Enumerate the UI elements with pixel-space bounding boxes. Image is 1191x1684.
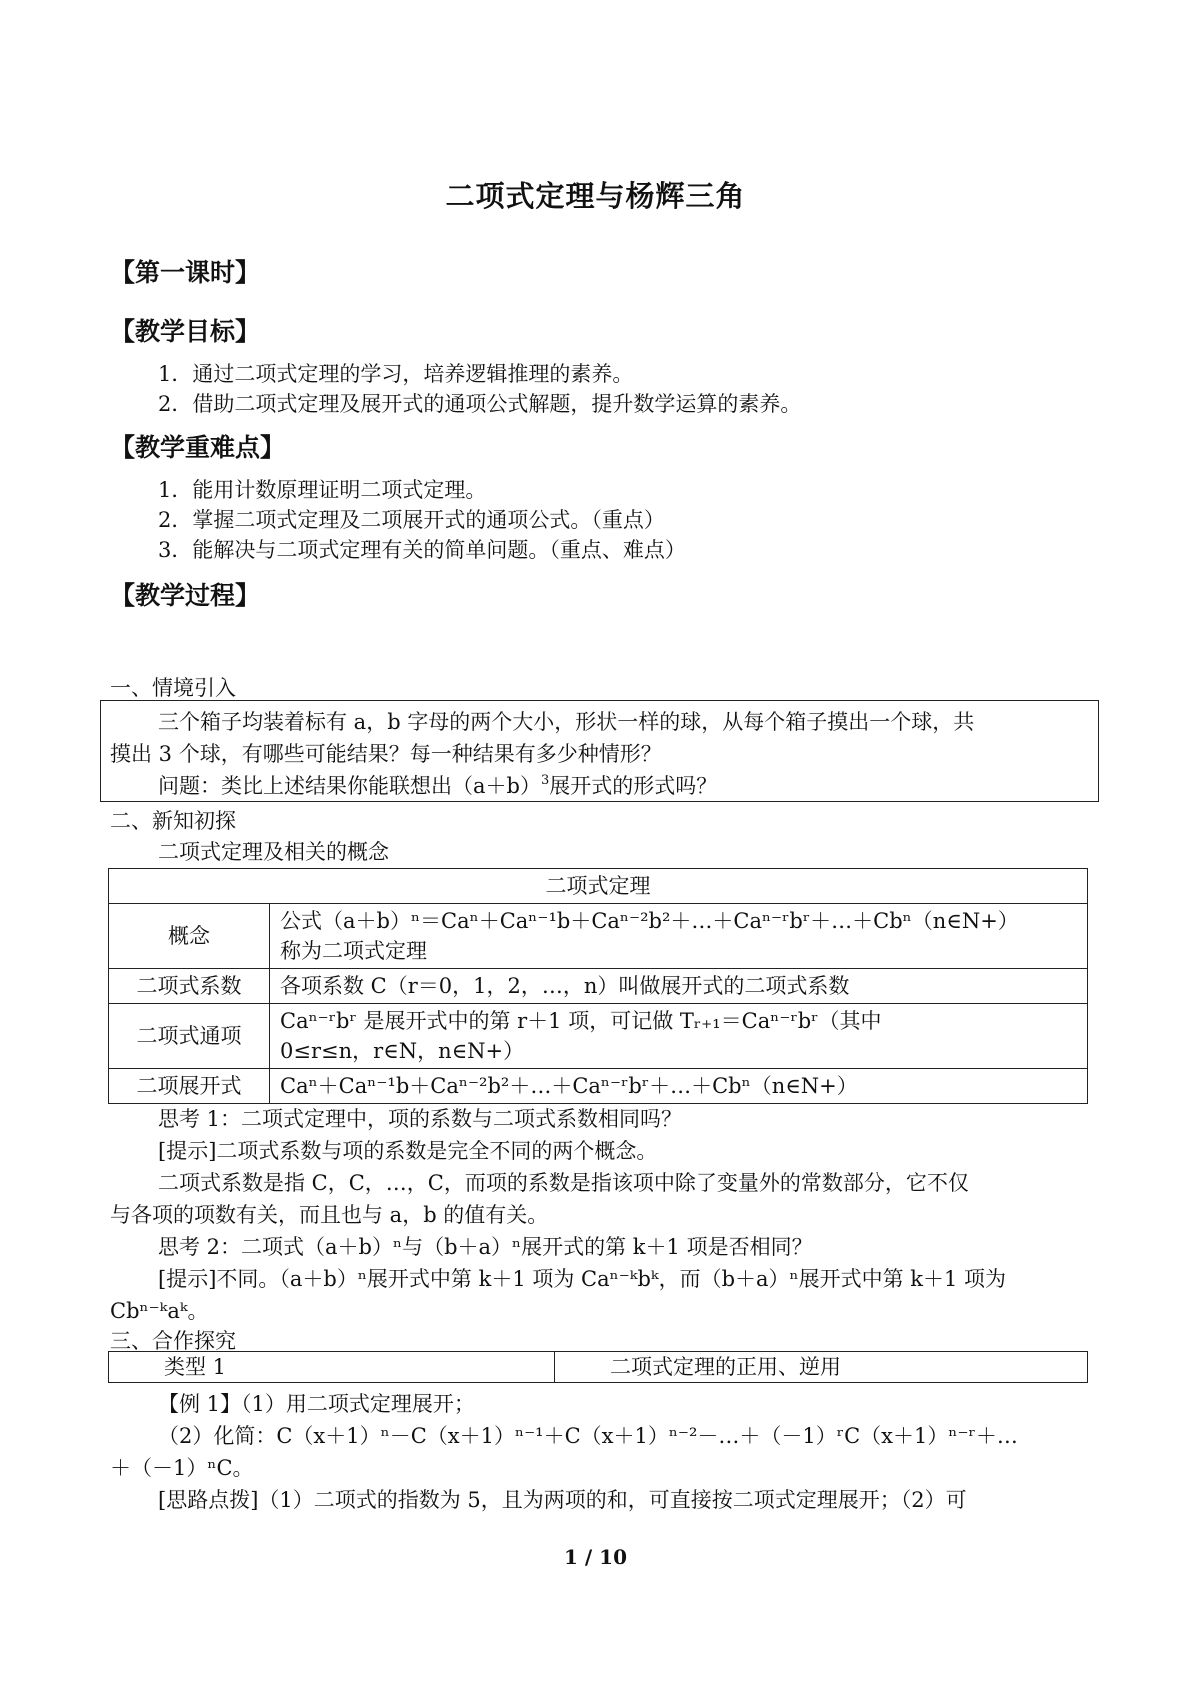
table-caption: 二项式定理及相关的概念 xyxy=(158,840,389,864)
keys-heading: 【教学重难点】 xyxy=(110,433,286,462)
row-content: Caⁿ＋Caⁿ⁻¹b＋Caⁿ⁻²b²＋…＋Caⁿ⁻ʳbʳ＋…＋Cbⁿ（n∈N+） xyxy=(270,1069,1088,1104)
example-line: ＋（－1）ⁿC。 xyxy=(110,1456,254,1480)
row-label: 二项式系数 xyxy=(109,969,270,1004)
section-heading-new: 二、新知初探 xyxy=(110,809,236,833)
row-content: 各项系数 C（r＝0，1，2，…，n）叫做展开式的二项式系数 xyxy=(270,969,1088,1004)
page-number: 1 / 10 xyxy=(564,1545,627,1569)
hint-text: Cbⁿ⁻ᵏaᵏ。 xyxy=(110,1299,209,1323)
goals-heading: 【教学目标】 xyxy=(110,317,261,346)
row-label: 概念 xyxy=(109,904,270,969)
theorem-table xyxy=(108,868,1088,1104)
lesson-heading: 【第一课时】 xyxy=(110,258,261,287)
hint-text: [思路点拨]（1）二项式的指数为 5，且为两项的和，可直接按二项式定理展开；（2）可 xyxy=(158,1488,967,1512)
page-title: 二项式定理与杨辉三角 xyxy=(445,179,746,213)
key-item: 2．掌握二项式定理及二项展开式的通项公式。（重点） xyxy=(158,508,665,532)
type-table xyxy=(108,1351,1088,1383)
example-line: 【例 1】（1）用二项式定理展开； xyxy=(158,1392,475,1416)
table-row xyxy=(109,904,1088,969)
row-content: Caⁿ⁻ʳbʳ 是展开式中的第 r＋1 项，可记做 Tᵣ₊₁＝Caⁿ⁻ʳbʳ（其中 0≤r≤n，r∈N，n∈N+） xyxy=(270,1004,1088,1069)
row-content: 公式（a＋b）ⁿ＝Caⁿ＋Caⁿ⁻¹b＋Caⁿ⁻²b²＋…＋Caⁿ⁻ʳbʳ＋…＋Cbⁿ（n∈N+） 称为二项式定理 xyxy=(270,904,1088,969)
scenario-question xyxy=(158,770,717,800)
explanation-line: 与各项的项数有关，而且也与 a，b 的值有关。 xyxy=(110,1203,549,1227)
section-heading-explore: 三、合作探究 xyxy=(110,1329,236,1353)
type-title: 二项式定理的正用、逆用 xyxy=(555,1352,1088,1383)
process-heading: 【教学过程】 xyxy=(110,581,261,610)
type-label: 类型 1 xyxy=(109,1352,555,1383)
exponent: 3 xyxy=(540,773,550,788)
table-row xyxy=(109,1069,1088,1104)
scenario-line: 三个箱子均装着标有 a，b 字母的两个大小，形状一样的球，从每个箱子摸出一个球，共 xyxy=(158,710,975,734)
goal-item: 1．通过二项式定理的学习，培养逻辑推理的素养。 xyxy=(158,362,634,386)
goal-item: 2．借助二项式定理及展开式的通项公式解题，提升数学运算的素养。 xyxy=(158,392,802,416)
row-label: 二项展开式 xyxy=(109,1069,270,1104)
key-item: 1．能用计数原理证明二项式定理。 xyxy=(158,478,487,502)
example-line: （2）化简：C（x＋1）ⁿ－C（x＋1）ⁿ⁻¹＋C（x＋1）ⁿ⁻²－…＋（－1）ʳC（x＋1）ⁿ⁻ʳ＋… xyxy=(158,1424,1018,1448)
section-heading-intro: 一、情境引入 xyxy=(110,676,236,700)
hint-text: [提示]二项式系数与项的系数是完全不同的两个概念。 xyxy=(158,1139,658,1163)
think-question: 思考 1：二项式定理中，项的系数与二项式系数相同吗？ xyxy=(158,1107,683,1131)
key-item: 3．能解决与二项式定理有关的简单问题。（重点、难点） xyxy=(158,538,686,562)
question-text: 问题：类比上述结果你能联想出（a＋b） xyxy=(158,774,541,798)
table-title: 二项式定理 xyxy=(109,869,1088,904)
think-question: 思考 2：二项式（a＋b）ⁿ与（b＋a）ⁿ展开式的第 k＋1 项是否相同？ xyxy=(158,1235,813,1259)
table-row xyxy=(109,1004,1088,1069)
explanation-line: 二项式系数是指 C，C，…，C，而项的系数是指该项中除了变量外的常数部分，它不仅 xyxy=(158,1171,969,1195)
row-label: 二项式通项 xyxy=(109,1004,270,1069)
table-row xyxy=(109,969,1088,1004)
question-text: 展开式的形式吗？ xyxy=(549,774,718,798)
hint-text: [提示]不同。（a＋b）ⁿ展开式中第 k＋1 项为 Caⁿ⁻ᵏbᵏ，而（b＋a）ⁿ展开式中第 k＋1 项为 xyxy=(158,1267,1007,1291)
scenario-line: 摸出 3 个球，有哪些可能结果？每一种结果有多少种情形？ xyxy=(110,742,662,766)
